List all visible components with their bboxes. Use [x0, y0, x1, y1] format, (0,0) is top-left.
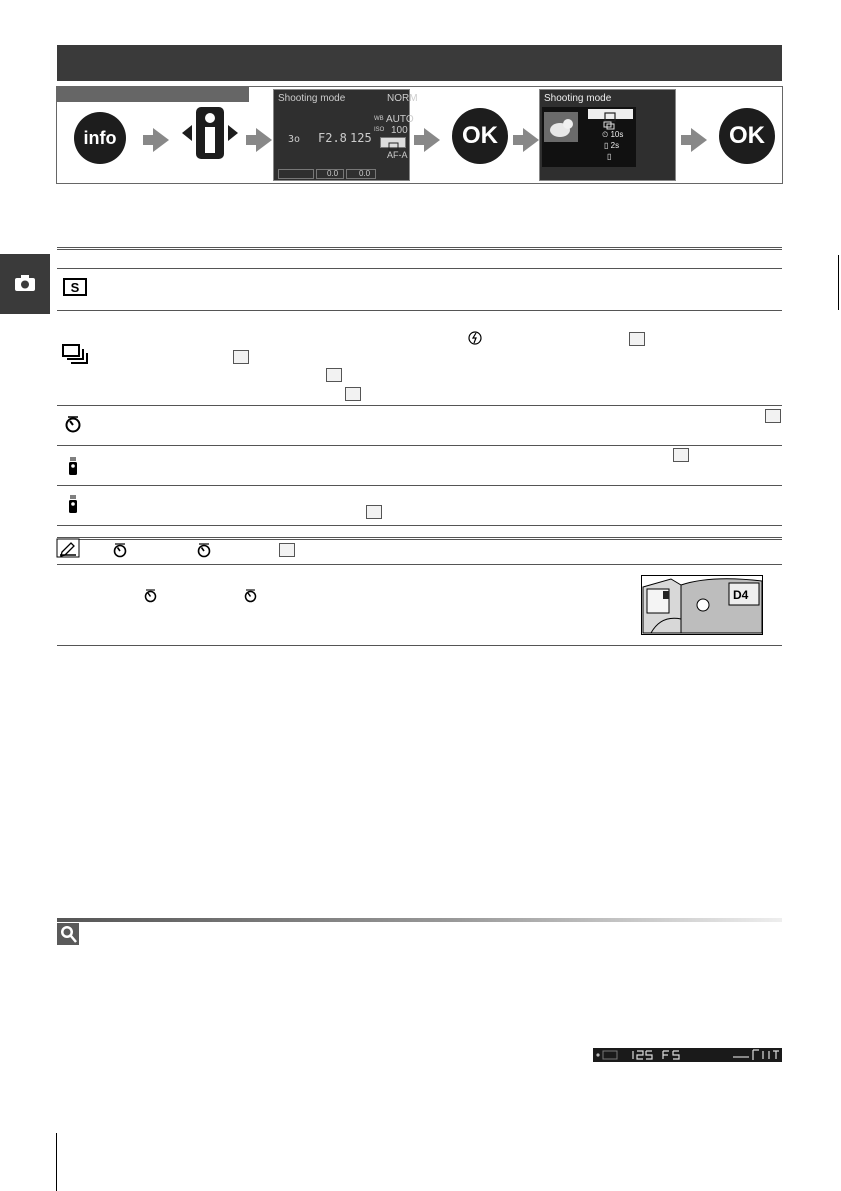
remote-quick-icon: [68, 494, 78, 514]
svg-text:S: S: [70, 280, 80, 295]
chapter-tab: [0, 254, 50, 314]
table-row-rule: [57, 485, 782, 486]
ok-button-icon: OK: [719, 108, 775, 164]
lcd-cell: [278, 169, 314, 179]
self-timer-icon: [243, 588, 258, 603]
table-top-rule: [57, 247, 782, 250]
continuous-icon: [603, 121, 615, 130]
table-row-rule: [57, 310, 782, 311]
exp-comp-value: 0.0: [327, 169, 339, 178]
aperture-readout: F2.8: [318, 131, 347, 145]
release-mode-highlight: [380, 137, 406, 148]
camera-icon: [14, 274, 36, 292]
margin-mark: [838, 255, 839, 310]
menu-option-single-frame: [588, 109, 633, 119]
ok-button-icon: OK: [452, 108, 508, 164]
page-reference-icon: [279, 543, 295, 557]
page-reference-icon: [673, 448, 689, 462]
af-mode-value: AF-A: [387, 150, 408, 160]
arrow-icon: [523, 128, 539, 152]
note-bottom-rule: [57, 645, 782, 646]
info-button-icon: info: [74, 112, 126, 164]
iso-label: ISO: [374, 127, 385, 133]
single-frame-icon: [63, 278, 87, 296]
viewfinder-readout-icon: [593, 1048, 782, 1062]
continuous-icon: [62, 344, 88, 364]
flash-comp-cell: [346, 169, 376, 179]
page-reference-icon: [366, 505, 382, 519]
margin-line: [56, 1133, 57, 1191]
remote-delay-label: 2s: [610, 141, 620, 150]
self-timer-icon: [112, 542, 128, 558]
page-reference-icon: [765, 409, 781, 423]
self-timer-icon: [64, 415, 82, 433]
table-bottom-rule: [57, 525, 782, 526]
arrow-icon: [256, 128, 272, 152]
shooting-mode-menu-screen: [539, 89, 676, 181]
arrow-icon: [143, 135, 153, 145]
dog-photo-icon: [544, 112, 578, 142]
table-header-rule: [57, 268, 782, 269]
menu-title: Shooting mode: [544, 93, 612, 104]
arrow-icon: [153, 128, 169, 152]
preview-photo: [544, 112, 578, 142]
camera-body-illustration: [641, 575, 763, 635]
shutter-readout: 125: [350, 131, 372, 145]
arrow-icon: [424, 128, 440, 152]
viewfinder-display: [593, 1048, 782, 1062]
tip-top-rule: [57, 918, 782, 922]
arrow-icon: [513, 135, 523, 145]
remote-delay-icon: [68, 456, 78, 476]
flash-off-icon: [468, 331, 482, 345]
arrow-icon: [246, 135, 256, 145]
self-timer-icon: [143, 588, 158, 603]
self-timer-label: 10s: [610, 130, 624, 139]
wb-value: AUTO: [386, 114, 414, 125]
table-row-rule: [57, 405, 782, 406]
page-reference-icon: [345, 387, 361, 401]
info-display-screen: [273, 89, 418, 181]
menu-option-10s: ⏲ 10s: [602, 130, 624, 139]
magnifier-icon: [57, 923, 79, 945]
screen-title: Shooting mode: [278, 93, 346, 104]
table-row-rule: [57, 445, 782, 446]
note-top-rule: [57, 537, 782, 540]
arrow-icon: [691, 128, 707, 152]
frames-readout: 3o: [288, 134, 301, 145]
self-timer-icon: [196, 542, 212, 558]
page-title: [57, 45, 782, 81]
page-reference-icon: [629, 332, 645, 346]
arrow-icon: [414, 135, 424, 145]
page-reference-icon: [233, 350, 249, 364]
info-edit-icon: [180, 105, 240, 161]
svg-text:D4: D4: [733, 588, 749, 602]
page-reference-icon: [326, 368, 342, 382]
arrow-icon: [681, 135, 691, 145]
pencil-icon: [57, 539, 79, 557]
note-header-rule: [57, 564, 782, 565]
flash-comp-value: 0.0: [359, 169, 371, 178]
iso-value: 100: [391, 125, 408, 136]
menu-option-2s: ▯ 2s: [604, 141, 620, 150]
wb-label: WB: [374, 116, 384, 122]
procedure-label-bar: [57, 87, 249, 102]
exp-comp-cell: [316, 169, 344, 179]
image-quality-value: NORM: [387, 93, 418, 104]
menu-option-quick: ▯: [607, 152, 612, 161]
